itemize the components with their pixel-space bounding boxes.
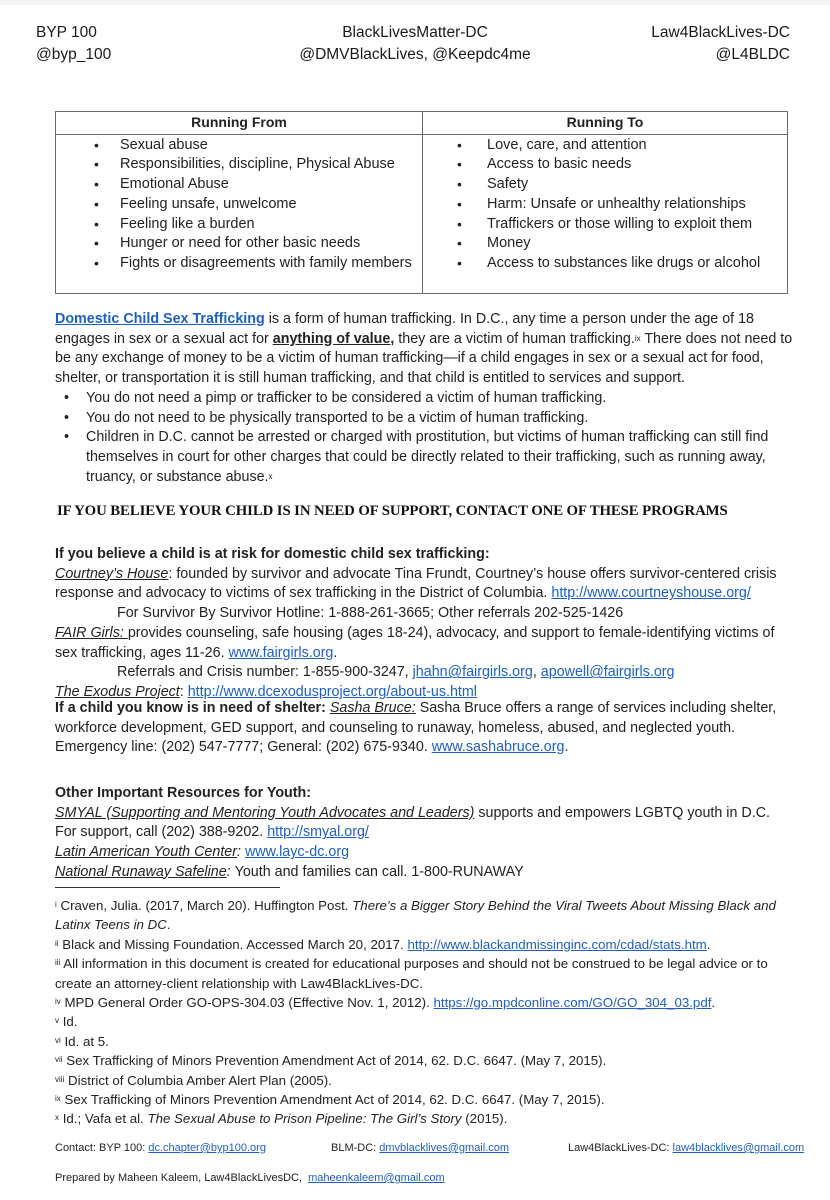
prepared-by: Prepared by Maheen Kaleem, Law4BlackLivesDC, maheenkaleem@gmail.com — [55, 1172, 445, 1184]
col-header-running-from: Running From — [56, 112, 423, 135]
smyal-entry: SMYAL (Supporting and Mentoring Youth Advocates and Leaders) supports and empowers LGBTQ youth in D.C. For support, call (202) 388-9202. http://smyal.org/ — [55, 804, 771, 841]
footnote-divider — [55, 887, 280, 888]
domestic-child-sex-trafficking-link[interactable]: Domestic Child Sex Trafficking — [55, 311, 265, 327]
other-resources-heading: Other Important Resources for Youth: — [55, 785, 312, 801]
layc-link[interactable]: www.layc-dc.org — [244, 844, 350, 861]
blm-email-link[interactable]: dmvblacklives@gmail.com — [379, 1142, 510, 1154]
definition-bullets — [55, 389, 795, 488]
law4blacklives-email-link[interactable]: law4blacklives@gmail.com — [672, 1142, 805, 1154]
footnote-vi: $^{vi}$ Id. at 5. — [55, 1033, 109, 1049]
layc-entry: Latin American Youth Center: www.layc-dc.org — [55, 844, 350, 861]
smyal-name: SMYAL (Supporting and Mentoring Youth Advocates and Leaders) — [55, 804, 475, 821]
list-item: • Love, care, and attention — [423, 136, 787, 156]
col-header-running-to: Running To — [423, 112, 788, 135]
list-item: • Children in D.C. cannot be arrested or charged with prostitution, but victims of human trafficking can still find themselves in court for other charges that could be directly related to their trafficking, such as running away, truancy, or substance abuse.$^x$ — [55, 428, 795, 487]
contact-programs-banner: IF YOU BELIEVE YOUR CHILD IS IN NEED OF SUPPORT, CONTACT ONE OF THESE PROGRAMS — [57, 503, 728, 519]
blackandmissing-link[interactable]: http://www.blackandmissinginc.com/cdad/stats.htm — [407, 936, 707, 952]
list-item: • Safety — [423, 175, 787, 195]
header-byp100-org: BYP 100 — [36, 24, 97, 41]
courtneys-house-link[interactable]: http://www.courtneyshouse.org/ — [551, 585, 751, 602]
list-item: • Sexual abuse — [56, 136, 422, 156]
footnote-v: $^v$ Id. — [55, 1014, 78, 1030]
header-l4bl-org: Law4BlackLives-DC — [651, 24, 790, 41]
runaway-safeline-entry: National Runaway Safeline: Youth and families can call. 1-800-RUNAWAY — [55, 863, 524, 880]
apowell-email-link[interactable]: apowell@fairgirls.org — [540, 664, 675, 681]
list-item: • Traffickers or those willing to exploit them — [423, 215, 787, 235]
fair-girls-name: FAIR Girls: — [55, 624, 128, 641]
anything-of-value-emphasis: anything of value, — [272, 330, 395, 347]
list-item: • Fights or disagreements with family members — [56, 254, 422, 274]
fair-girls-referrals: Referrals and Crisis number: 1-855-900-3247, jhahn@fairgirls.org, apowell@fairgirls.org — [117, 664, 675, 681]
header-law4blacklives — [651, 22, 790, 66]
sasha-bruce-link[interactable]: www.sashabruce.org — [431, 739, 565, 756]
courtneys-house-entry: Courtney’s House: founded by survivor and advocate Tina Frundt, Courtney’s house offers survivor-centered crisis response and advocacy to victims of sex trafficking in the District of Columbia. http://www.courtneyshouse.org/ — [55, 565, 777, 602]
list-item: • Feeling unsafe, unwelcome — [56, 195, 422, 215]
footnote-ix: $^{ix}$ Sex Trafficking of Minors Prevention Amendment Act of 2014, 62. D.C. 6647. (May 7, 2015). — [55, 1092, 605, 1108]
list-item: • Money — [423, 234, 787, 254]
header-l4bl-handle: @L4BLDC — [715, 46, 790, 63]
runaway-safeline-name: National Runaway Safeline — [55, 863, 227, 880]
running-from-list — [56, 136, 422, 274]
footnote-ref-x: x — [268, 471, 273, 481]
list-item: • Feeling like a burden — [56, 215, 422, 235]
footnote-vii: $^{vii}$ Sex Trafficking of Minors Prevention Amendment Act of 2014, 62. D.C. 6647. (May 7, 2015). — [55, 1053, 607, 1069]
footnote-x: $^x$ Id.; Vafa et al. The Sexual Abuse to Prison Pipeline: The Girl’s Story (2015). — [55, 1111, 508, 1127]
running-to-list — [423, 136, 787, 274]
footnotes — [55, 896, 800, 1129]
courtneys-hotline: For Survivor By Survivor Hotline: 1-888-261-3665; Other referrals 202-525-1426 — [117, 605, 624, 622]
footnote-ii: $^{ii}$ Black and Missing Foundation. Accessed March 20, 2017. http://www.blackandmissinginc.com/cdad/stats.htm. — [55, 936, 711, 952]
fair-girls-link[interactable]: www.fairgirls.org — [228, 644, 334, 661]
maheen-email-link[interactable]: maheenkaleem@gmail.com — [308, 1172, 445, 1184]
list-item: • Access to basic needs — [423, 155, 787, 175]
footnote-iii: $^{iii}$ All information in this document is created for educational purposes and should not be construed to be legal advice or to create an attorney-client relationship with Law4BlackLives-DC. — [55, 956, 768, 991]
shelter-section — [55, 699, 795, 758]
definition-section — [55, 310, 795, 487]
exodus-project-name: The Exodus Project — [55, 683, 180, 700]
header-blm-dc — [190, 22, 640, 66]
list-item: • Access to substances like drugs or alcohol — [423, 254, 787, 274]
contact-law4blacklives: Law4BlackLives-DC: law4blacklives@gmail.com — [568, 1142, 805, 1154]
footnote-iv: $^{iv}$ MPD General Order GO-OPS-304.03 (Effective Nov. 1, 2012). https://go.mpdconline.com/GO/GO_304_03.pdf. — [55, 995, 716, 1011]
running-to-cell — [423, 134, 788, 293]
definition-paragraph: Domestic Child Sex Trafficking is a form of human trafficking. In D.C., any time a person under the age of 18 engages in sex or a sexual act for anything of value, they are a victim of human trafficking.$^{ix}$ There does not need to be any exchange of money to be a victim of human trafficking—if a child engages in sex or a sexual act for food, shelter, or transportation it is still human trafficking, and that child is entitled to services and support. — [55, 311, 793, 387]
footnote-i: $^i$ Craven, Julia. (2017, March 20). Huffington Post. There’s a Bigger Story Behind the Viral Tweets About Missing Black and Latinx Teens in DC. — [55, 898, 776, 933]
footnote-viii: $^{viii}$ District of Columbia Amber Alert Plan (2005). — [55, 1072, 332, 1088]
header-blm-org: BlackLivesMatter-DC — [342, 24, 488, 41]
list-item: • You do not need to be physically transported to be a victim of human trafficking. — [55, 409, 795, 429]
list-item: • You do not need a pimp or trafficker to be considered a victim of human trafficking. — [55, 389, 795, 409]
list-item: • Hunger or need for other basic needs — [56, 234, 422, 254]
other-resources-section — [55, 784, 795, 883]
exodus-project-entry: The Exodus Project: http://www.dcexodusproject.org/about-us.html — [55, 683, 477, 700]
risk-section — [55, 545, 795, 703]
smyal-link[interactable]: http://smyal.org/ — [267, 824, 369, 841]
jhahn-email-link[interactable]: jhahn@fairgirls.org — [412, 664, 533, 681]
contact-byp100: Contact: BYP 100: dc.chapter@byp100.org — [55, 1142, 266, 1154]
mpd-general-order-link[interactable]: https://go.mpdconline.com/GO/GO_304_03.pdf — [433, 995, 712, 1011]
header-blm-handle: @DMVBlackLives, @Keepdc4me — [299, 46, 531, 63]
list-item: • Harm: Unsafe or unhealthy relationships — [423, 195, 787, 215]
contact-blm-dc: BLM-DC: dmvblacklives@gmail.com — [331, 1142, 510, 1154]
running-from-cell — [56, 134, 423, 293]
sasha-bruce-entry: If a child you know is in need of shelter: Sasha Bruce: Sasha Bruce offers a range of services including shelter, workforce development, GED support, and counseling to runaway, homeless, abused, and neglected youth. Emergency line: (202) 547-7777; General: (202) 675-9340. www.sashabruce.org. — [55, 700, 777, 756]
layc-name: Latin American Youth Center — [55, 844, 237, 861]
courtneys-house-name: Courtney’s House — [55, 565, 169, 582]
fair-girls-entry: FAIR Girls: provides counseling, safe housing (ages 18-24), advocacy, and support to female-identifying victims of sex trafficking, ages 11-26. www.fairgirls.org. — [55, 624, 775, 661]
header-byp100 — [36, 22, 111, 66]
exodus-project-link[interactable]: http://www.dcexodusproject.org/about-us.html — [187, 683, 477, 700]
list-item: • Responsibilities, discipline, Physical Abuse — [56, 155, 422, 175]
sasha-bruce-name: Sasha Bruce — [329, 700, 412, 716]
header-byp100-handle: @byp_100 — [36, 46, 112, 63]
byp100-email-link[interactable]: dc.chapter@byp100.org — [148, 1142, 266, 1154]
risk-heading: If you believe a child is at risk for domestic child sex trafficking: — [55, 546, 490, 562]
list-item: • Emotional Abuse — [56, 175, 422, 195]
page-top-edge — [0, 0, 830, 5]
running-from-to-table — [55, 111, 788, 294]
footnote-ref-ix: ix — [634, 333, 641, 343]
shelter-heading: If a child you know is in need of shelter: — [55, 700, 326, 716]
